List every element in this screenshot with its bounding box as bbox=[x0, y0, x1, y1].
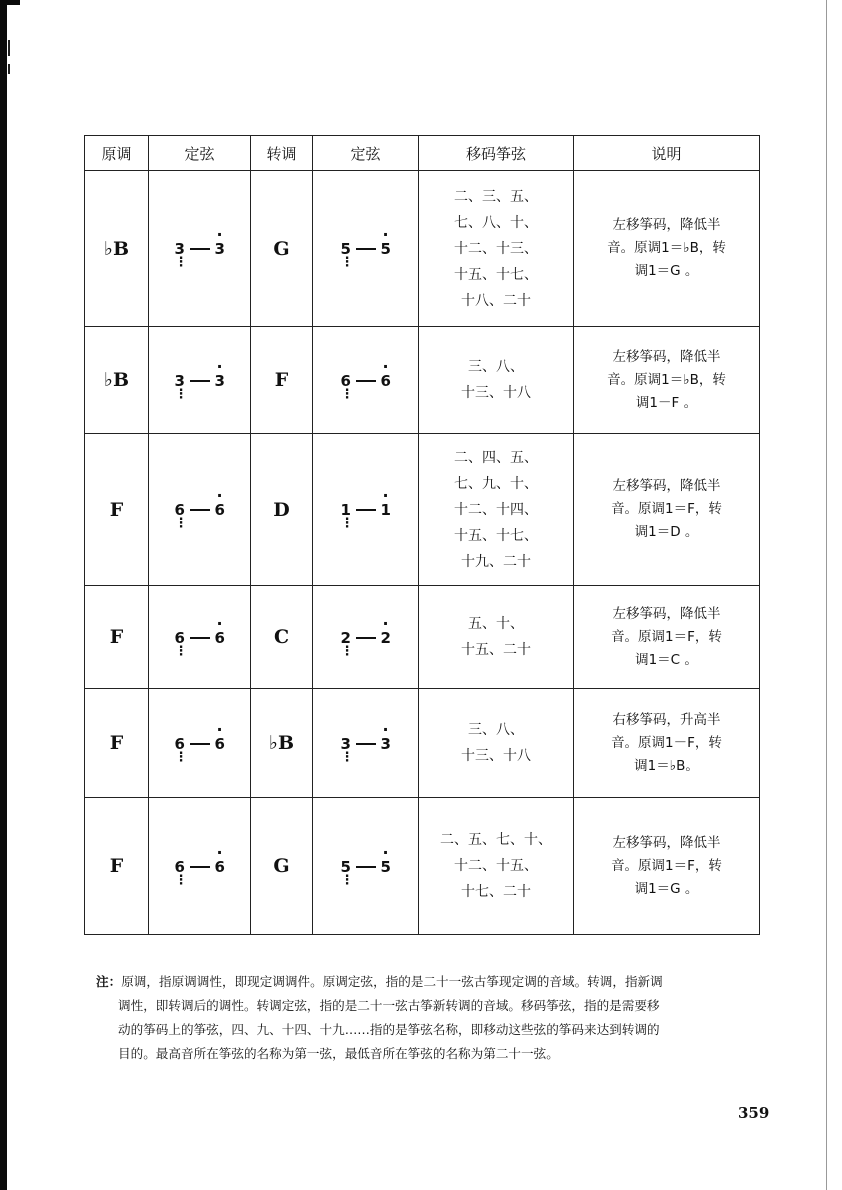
string-line: 二、四、五、 bbox=[454, 449, 538, 466]
tuning-range bbox=[341, 240, 391, 258]
moved-strings-cell bbox=[419, 327, 574, 434]
tuning-range bbox=[341, 372, 391, 390]
range-dash bbox=[356, 743, 376, 745]
moved-strings-cell bbox=[419, 689, 574, 798]
page-number: 359 bbox=[738, 1104, 770, 1122]
remark-cell bbox=[574, 798, 760, 935]
new-tuning-cell bbox=[313, 327, 419, 434]
string-line: 二、五、七、十、 bbox=[440, 832, 552, 848]
remark-line: 调1＝♭B。 bbox=[634, 757, 699, 774]
header-original-key: 原调 bbox=[85, 136, 149, 171]
remark-line: 音。原调1＝♭B，转 bbox=[607, 240, 726, 256]
range-dash bbox=[356, 509, 376, 511]
string-line: 十二、十五、 bbox=[454, 858, 538, 874]
low-note: 3 ⋮ bbox=[175, 372, 185, 390]
high-note: · 6 bbox=[381, 372, 391, 390]
original-tuning-cell bbox=[149, 434, 251, 586]
original-key-cell: F bbox=[85, 586, 149, 689]
tuning-range bbox=[175, 240, 225, 258]
high-note: · 6 bbox=[215, 858, 225, 876]
footnote bbox=[96, 970, 756, 1066]
footnote-line: 调性，即转调后的调性。转调定弦，指的是二十一弦古筝新转调的音域。移码筝弦，指的是需要移 bbox=[118, 998, 660, 1013]
range-dash bbox=[356, 637, 376, 639]
string-line: 十九、二十 bbox=[461, 553, 531, 570]
original-key-cell: F bbox=[85, 798, 149, 935]
string-line: 七、九、十、 bbox=[454, 475, 538, 492]
original-tuning-cell bbox=[149, 327, 251, 434]
footnote-line bbox=[96, 970, 756, 994]
range-dash bbox=[190, 866, 210, 868]
string-line: 三、八、 bbox=[468, 359, 524, 375]
remark-line: 音。原调1＝♭B，转 bbox=[607, 371, 726, 388]
string-line: 十五、十七、 bbox=[454, 266, 538, 283]
scan-edge-top bbox=[0, 0, 20, 5]
original-key-cell: ♭B bbox=[85, 171, 149, 327]
low-note: 1 ⋮ bbox=[341, 501, 351, 519]
low-note: 5 ⋮ bbox=[341, 240, 351, 258]
table-row bbox=[85, 327, 760, 434]
new-key-cell: G bbox=[251, 171, 313, 327]
range-dash bbox=[190, 380, 210, 382]
original-tuning-cell bbox=[149, 171, 251, 327]
string-line: 十七、二十 bbox=[461, 884, 531, 900]
moved-strings-cell bbox=[419, 434, 574, 586]
high-note: · 5 bbox=[381, 858, 391, 876]
remark-line: 音。原调1＝F，转 bbox=[611, 628, 722, 645]
range-dash bbox=[356, 248, 376, 250]
footnote-text: 原调，指原调调性，即现定调调件。原调定弦，指的是二十一弦古筝现定调的音域。转调，指新调 bbox=[121, 974, 663, 989]
header-new-key: 转调 bbox=[251, 136, 313, 171]
low-note: 2 ⋮ bbox=[341, 629, 351, 647]
tuning-range bbox=[341, 735, 391, 753]
high-note: · 5 bbox=[381, 240, 391, 258]
remark-line: 左移筝码，降低半 bbox=[612, 834, 721, 851]
low-note: 3 ⋮ bbox=[175, 240, 185, 258]
string-line: 五、十、 bbox=[468, 616, 524, 632]
remark-cell bbox=[574, 434, 760, 586]
remark-line: 调1＝C 。 bbox=[635, 651, 698, 668]
table-row bbox=[85, 586, 760, 689]
high-note: · 2 bbox=[381, 629, 391, 647]
remark-line: 左移筝码，降低半 bbox=[612, 348, 721, 365]
string-line: 十三、十八 bbox=[461, 385, 531, 401]
low-note: 6 ⋮ bbox=[341, 372, 351, 390]
string-line: 十五、十七、 bbox=[454, 527, 538, 544]
moved-strings-cell bbox=[419, 171, 574, 327]
page-edge-right bbox=[826, 0, 827, 1190]
new-tuning-cell bbox=[313, 171, 419, 327]
footnote-line: 动的筝码上的筝弦，四、九、十四、十九……指的是筝弦名称，即移动这些弦的筝码来达到转调的 bbox=[118, 1022, 660, 1037]
new-tuning-cell bbox=[313, 434, 419, 586]
remark-line: 左移筝码，降低半 bbox=[612, 605, 721, 622]
footnote-line: 目的。最高音所在筝弦的名称为第一弦，最低音所在筝弦的名称为第二十一弦。 bbox=[118, 1046, 559, 1061]
table-row bbox=[85, 798, 760, 935]
moved-strings-cell bbox=[419, 586, 574, 689]
string-line: 十五、二十 bbox=[461, 642, 531, 658]
range-dash bbox=[356, 866, 376, 868]
low-note: 6 ⋮ bbox=[175, 501, 185, 519]
tuning-range bbox=[175, 629, 225, 647]
new-key-cell: G bbox=[251, 798, 313, 935]
tuning-range bbox=[175, 372, 225, 390]
string-line: 十三、十八 bbox=[461, 748, 531, 764]
remark-line: 调1＝D 。 bbox=[634, 524, 699, 540]
header-new-tuning: 定弦 bbox=[313, 136, 419, 171]
new-tuning-cell bbox=[313, 798, 419, 935]
string-line: 二、三、五、 bbox=[454, 188, 538, 205]
table-row bbox=[85, 434, 760, 586]
high-note: · 6 bbox=[215, 629, 225, 647]
low-note: 6 ⋮ bbox=[175, 629, 185, 647]
high-note: · 6 bbox=[215, 501, 225, 519]
header-moved-strings: 移码筝弦 bbox=[419, 136, 574, 171]
range-dash bbox=[190, 743, 210, 745]
scan-edge-left bbox=[0, 0, 7, 1190]
remark-line: 左移筝码，降低半 bbox=[612, 478, 721, 494]
new-tuning-cell bbox=[313, 689, 419, 798]
new-key-cell: ♭B bbox=[251, 689, 313, 798]
remark-line: 调1－F 。 bbox=[635, 394, 698, 411]
tuning-range bbox=[175, 735, 225, 753]
remark-line: 音。原调1－F，转 bbox=[611, 734, 722, 751]
remark-line: 左移筝码，降低半 bbox=[612, 217, 721, 233]
tuning-range bbox=[175, 858, 225, 876]
high-note: · 3 bbox=[215, 372, 225, 390]
low-note: 6 ⋮ bbox=[175, 858, 185, 876]
new-key-cell: D bbox=[251, 434, 313, 586]
header-remark: 说明 bbox=[574, 136, 760, 171]
remark-cell bbox=[574, 327, 760, 434]
tuning-range bbox=[175, 501, 225, 519]
key-change-table bbox=[84, 135, 760, 935]
table-header-row bbox=[85, 136, 760, 171]
string-line: 十二、十四、 bbox=[454, 501, 538, 518]
string-line: 十二、十三、 bbox=[454, 240, 538, 257]
original-key-cell: F bbox=[85, 689, 149, 798]
header-original-tuning: 定弦 bbox=[149, 136, 251, 171]
scan-mark bbox=[8, 40, 10, 56]
new-key-cell: F bbox=[251, 327, 313, 434]
range-dash bbox=[190, 248, 210, 250]
string-line: 十八、二十 bbox=[461, 292, 531, 309]
table-row bbox=[85, 171, 760, 327]
table-row bbox=[85, 689, 760, 798]
tuning-range bbox=[341, 501, 391, 519]
remark-cell bbox=[574, 586, 760, 689]
range-dash bbox=[356, 380, 376, 382]
high-note: · 1 bbox=[381, 501, 391, 519]
range-dash bbox=[190, 637, 210, 639]
remark-line: 右移筝码，升高半 bbox=[612, 711, 721, 728]
range-dash bbox=[190, 509, 210, 511]
tuning-range bbox=[341, 858, 391, 876]
remark-line: 调1＝G 。 bbox=[634, 263, 699, 279]
high-note: · 6 bbox=[215, 735, 225, 753]
original-key-cell: F bbox=[85, 434, 149, 586]
string-line: 七、八、十、 bbox=[454, 214, 538, 231]
tuning-range bbox=[341, 629, 391, 647]
remark-line: 音。原调1＝F，转 bbox=[611, 857, 722, 874]
new-key-cell: C bbox=[251, 586, 313, 689]
remark-cell bbox=[574, 689, 760, 798]
original-tuning-cell bbox=[149, 689, 251, 798]
low-note: 3 ⋮ bbox=[341, 735, 351, 753]
moved-strings-cell bbox=[419, 798, 574, 935]
original-tuning-cell bbox=[149, 798, 251, 935]
original-key-cell: ♭B bbox=[85, 327, 149, 434]
new-tuning-cell bbox=[313, 586, 419, 689]
remark-cell bbox=[574, 171, 760, 327]
scan-mark bbox=[8, 64, 10, 74]
remark-line: 音。原调1＝F，转 bbox=[611, 501, 722, 517]
low-note: 5 ⋮ bbox=[341, 858, 351, 876]
high-note: · 3 bbox=[381, 735, 391, 753]
original-tuning-cell bbox=[149, 586, 251, 689]
string-line: 三、八、 bbox=[468, 722, 524, 738]
remark-line: 调1＝G 。 bbox=[634, 880, 699, 897]
high-note: · 3 bbox=[215, 240, 225, 258]
footnote-label: 注： bbox=[96, 974, 122, 989]
low-note: 6 ⋮ bbox=[175, 735, 185, 753]
